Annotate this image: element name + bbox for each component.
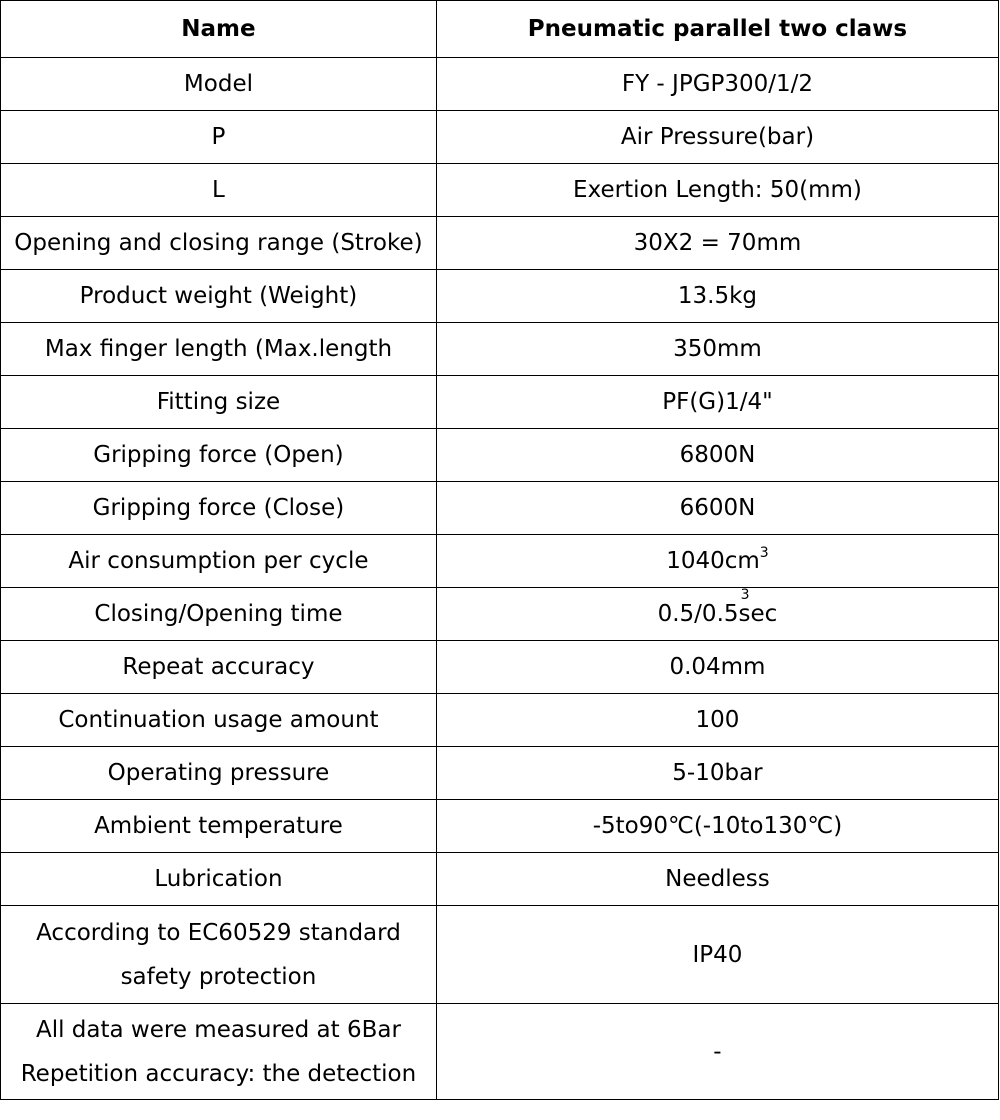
row-value: 30X2 = 70mm	[436, 217, 998, 270]
row-label: Closing/Opening time	[1, 588, 437, 641]
row-label: Max finger length (Max.length	[1, 323, 437, 376]
row-value: FY - JPGP300/1/2	[436, 58, 998, 111]
row-value: 5-10bar	[436, 747, 998, 800]
header-value-cell: Pneumatic parallel two claws	[436, 1, 998, 58]
row-label: Air consumption per cycle	[1, 535, 437, 588]
row-label: Ambient temperature	[1, 800, 437, 853]
row-value: IP40	[436, 906, 998, 1004]
row-label: P	[1, 111, 437, 164]
row-label-multiline	[1, 1004, 437, 1100]
table-row	[1, 800, 999, 853]
row-value: PF(G)1/4"	[436, 376, 998, 429]
row-label-line: According to EC60529 standard	[36, 919, 401, 946]
table-row-note	[1, 1004, 999, 1100]
row-label-line: All data were measured at 6Bar	[35, 1016, 401, 1043]
row-value-text: 0.5/0.5sec	[657, 601, 778, 627]
table-row	[1, 694, 999, 747]
row-value: 6800N	[436, 429, 998, 482]
row-value: 6600N	[436, 482, 998, 535]
table-header-row	[1, 1, 999, 58]
table-row	[1, 482, 999, 535]
row-value: Air Pressure(bar)	[436, 111, 998, 164]
row-value: 0.04mm	[436, 641, 998, 694]
row-value-wrap	[657, 587, 778, 636]
row-value-with-superscript	[436, 535, 998, 588]
row-label-line: Repetition accuracy: the detection	[20, 1060, 417, 1087]
row-label: L	[1, 164, 437, 217]
table-row	[1, 217, 999, 270]
row-label: Repeat accuracy	[1, 641, 437, 694]
table-row	[1, 58, 999, 111]
table-row	[1, 164, 999, 217]
superscript-mark: 3	[740, 587, 750, 603]
row-label: Gripping force (Open)	[1, 429, 437, 482]
row-value-text: 1040cm	[666, 548, 760, 574]
table-row	[1, 588, 999, 641]
table-row	[1, 853, 999, 906]
table-row	[1, 270, 999, 323]
row-label: Model	[1, 58, 437, 111]
table-row	[1, 535, 999, 588]
row-value: -5to90℃(-10to130℃)	[436, 800, 998, 853]
row-value: 350mm	[436, 323, 998, 376]
row-value: 100	[436, 694, 998, 747]
table-row	[1, 376, 999, 429]
row-value: 13.5kg	[436, 270, 998, 323]
row-value-with-superscript	[436, 588, 998, 641]
superscript-mark: 3	[759, 545, 769, 562]
table-row-ec	[1, 906, 999, 1004]
row-label-multiline	[1, 906, 437, 1004]
table-row	[1, 641, 999, 694]
row-value: -	[436, 1004, 998, 1100]
row-label: Fitting size	[1, 376, 437, 429]
table-row	[1, 323, 999, 376]
row-label: Lubrication	[1, 853, 437, 906]
row-label: Operating pressure	[1, 747, 437, 800]
table-row	[1, 429, 999, 482]
row-label: Product weight (Weight)	[1, 270, 437, 323]
row-value: Needless	[436, 853, 998, 906]
table-row	[1, 111, 999, 164]
table-row	[1, 747, 999, 800]
row-label: Opening and closing range (Stroke)	[1, 217, 437, 270]
row-value: Exertion Length: 50(mm)	[436, 164, 998, 217]
header-name-cell: Name	[1, 1, 437, 58]
row-label: Gripping force (Close)	[1, 482, 437, 535]
row-label-line: safety protection	[120, 963, 317, 990]
row-label: Continuation usage amount	[1, 694, 437, 747]
